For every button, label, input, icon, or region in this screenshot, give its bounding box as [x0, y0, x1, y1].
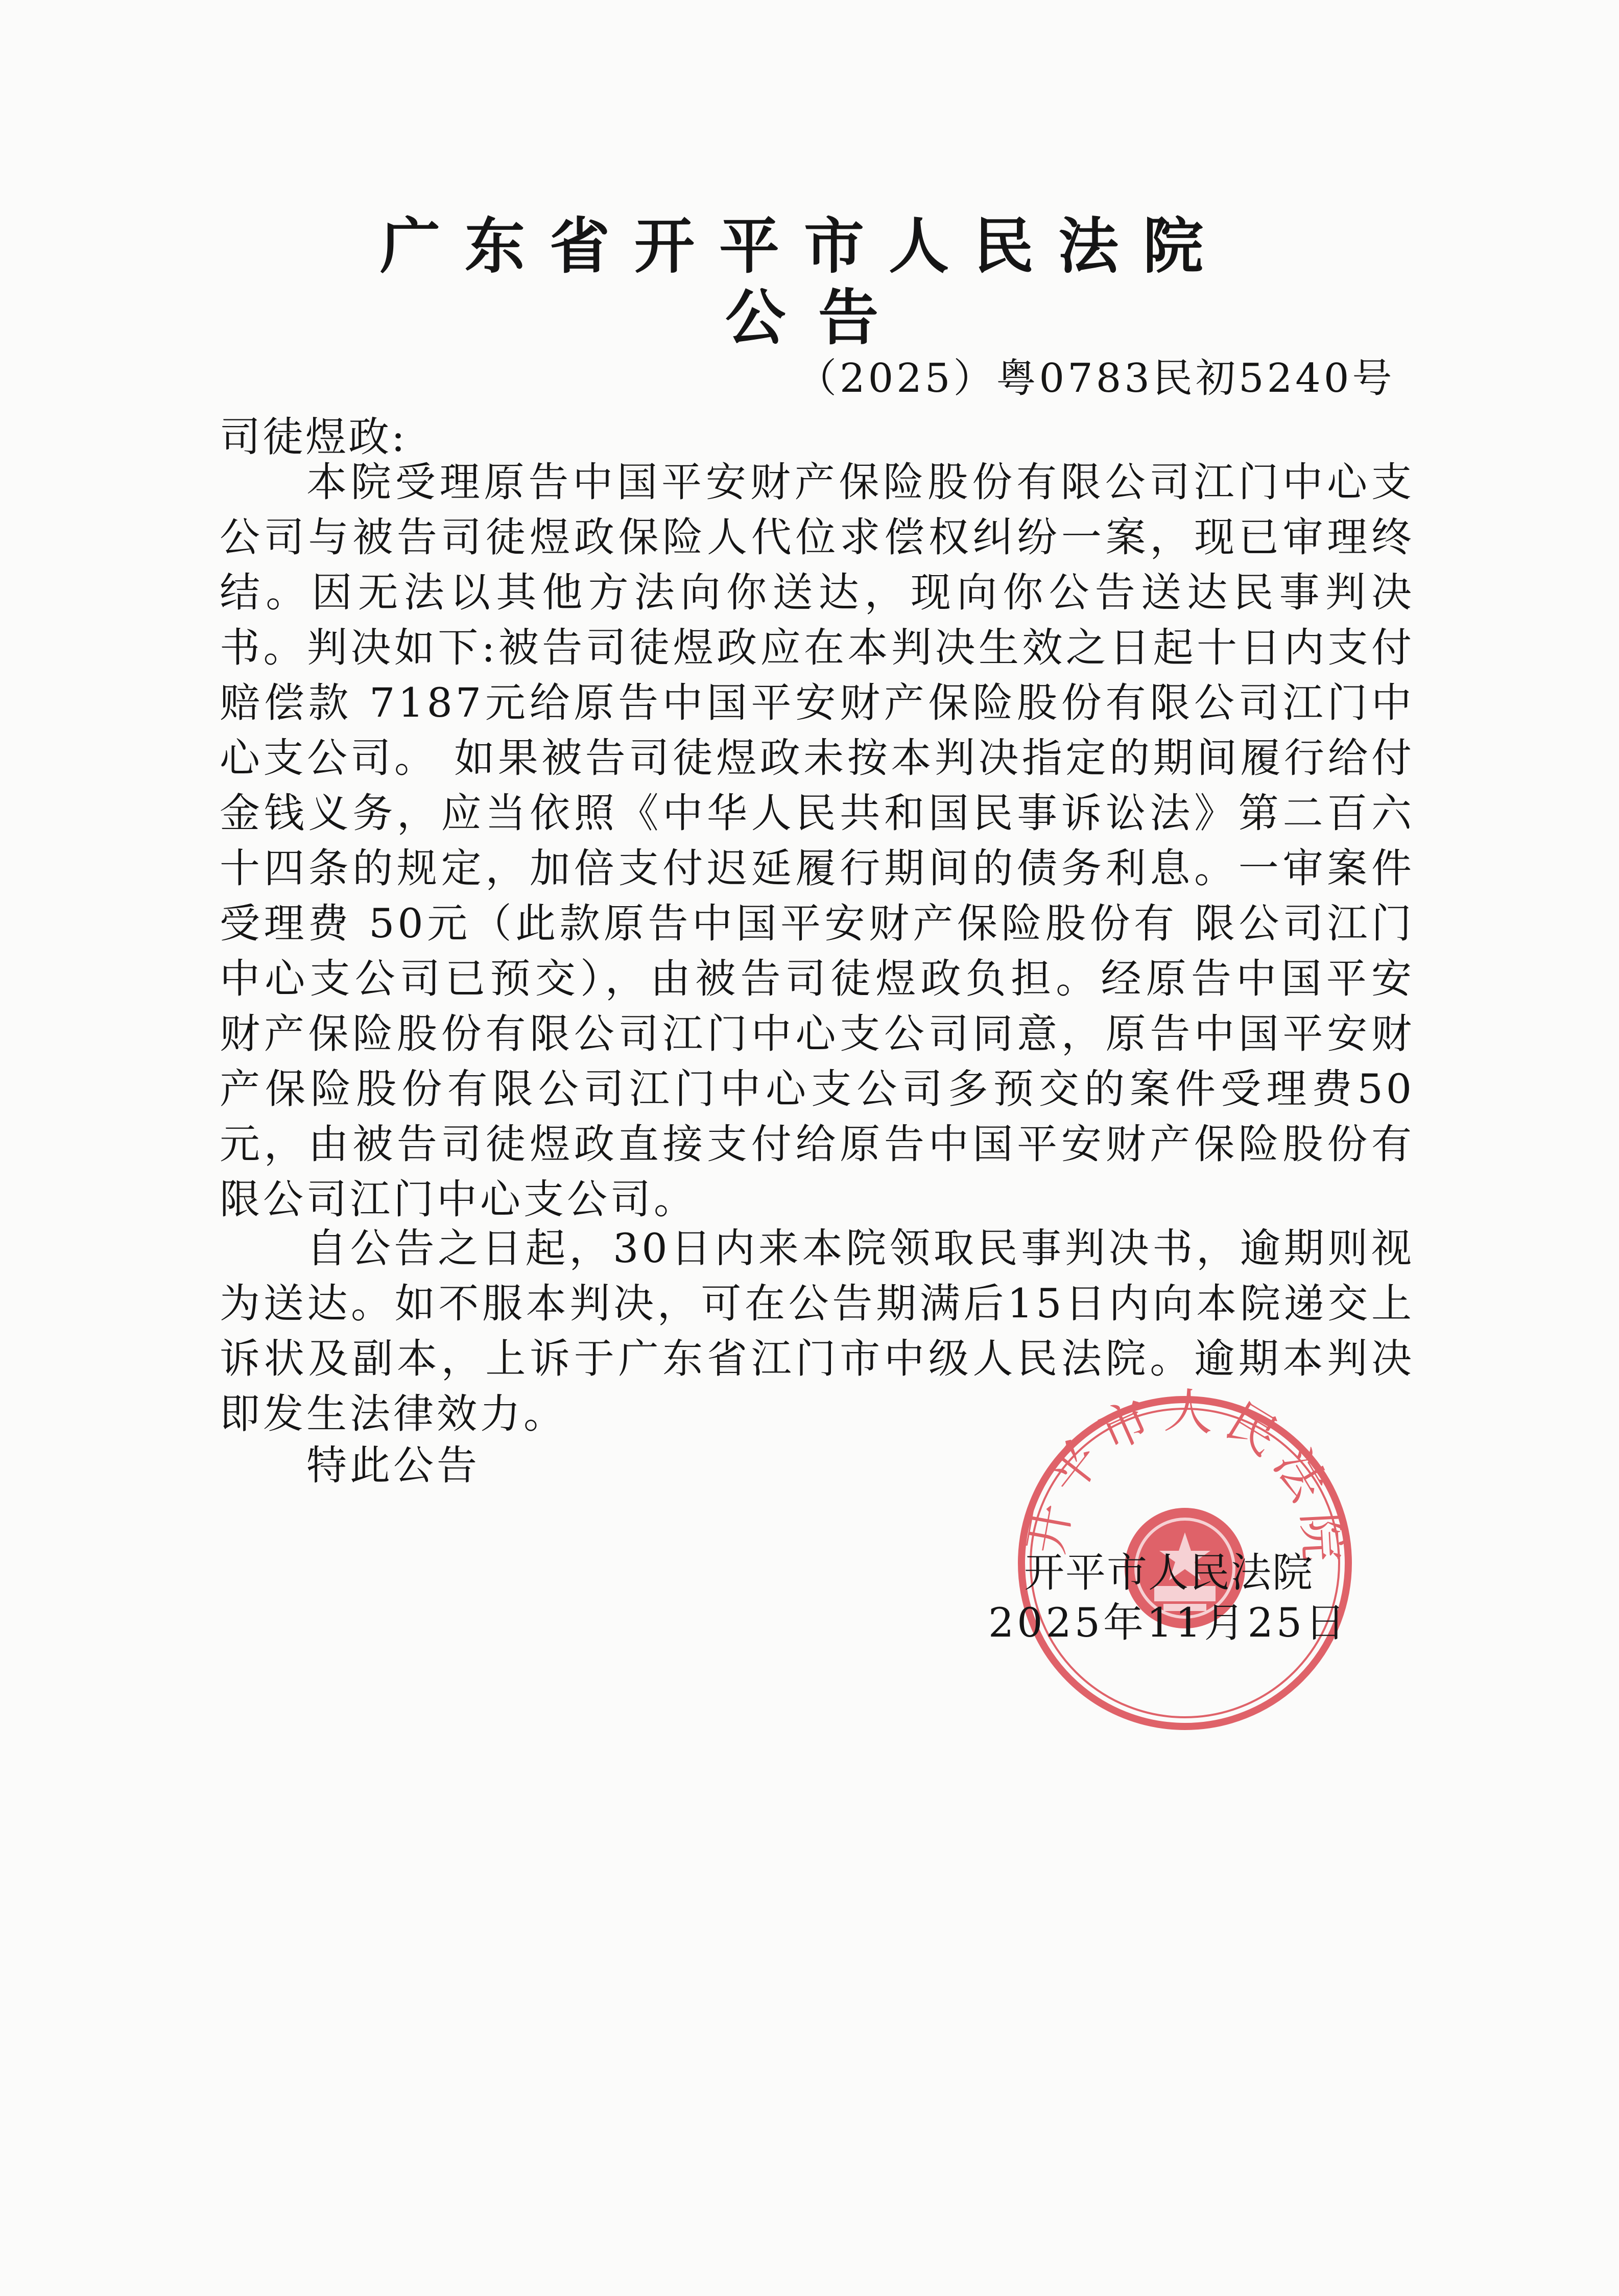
- closing-text: 特此公告: [306, 1442, 480, 1489]
- judgment-paragraph: 本院受理原告中国平安财产保险股份有限公司江门中心支公司与被告司徒煜政保险人代位求偿权纠纷一案，现已审理终结。因无法以其他方法向你送达，现向你公告送达民事判决书。判决如下:被告司徒煜政应在本判决生效之日起十日内支付赔偿款 7187元给原告中国平安财产保险股份有限公司江门中心支公司。 如果被告司徒煜政未按本判决指定的期间履行给付金钱义务，应当依照《中华人民共和国民事诉讼法》第二百六十四条的规定，加倍支付迟延履行期间的债务利息。一审案件受理费 50元（此款原告中国平安财产保险股份有 限公司江门中心支公司已预交），由被告司徒煜政负担。经原告中国平安财产保险股份有限公司江门中心支公司同意，原告中国平安财产保险股份有限公司江门中心支公司多预交的案件受理费50 元，由被告司徒煜政直接支付给原告中国平安财产保险股份有限公司江门中心支公司。: [220, 459, 1415, 1223]
- court-title: 广东省开平市人民法院: [380, 211, 1228, 281]
- addressee: 司徒煜政:: [220, 413, 407, 461]
- signature-date: 2025年11月25日: [988, 1599, 1349, 1646]
- appeal-paragraph: 自公告之日起，30日内来本院领取民事判决书，逾期则视为送达。如不服本判决，可在公告期满后15日内向本院递交上诉状及副本，上诉于广东省江门市中级人民法院。逾期本判决即发生法律效力。: [220, 1225, 1415, 1437]
- svg-text:开平市人民法院: 开平市人民法院: [1017, 1381, 1352, 1572]
- case-number: （2025）粤0783民初5240号: [797, 356, 1395, 401]
- document-title: 公告: [725, 282, 912, 353]
- signature-court: 开平市人民法院: [1024, 1549, 1314, 1596]
